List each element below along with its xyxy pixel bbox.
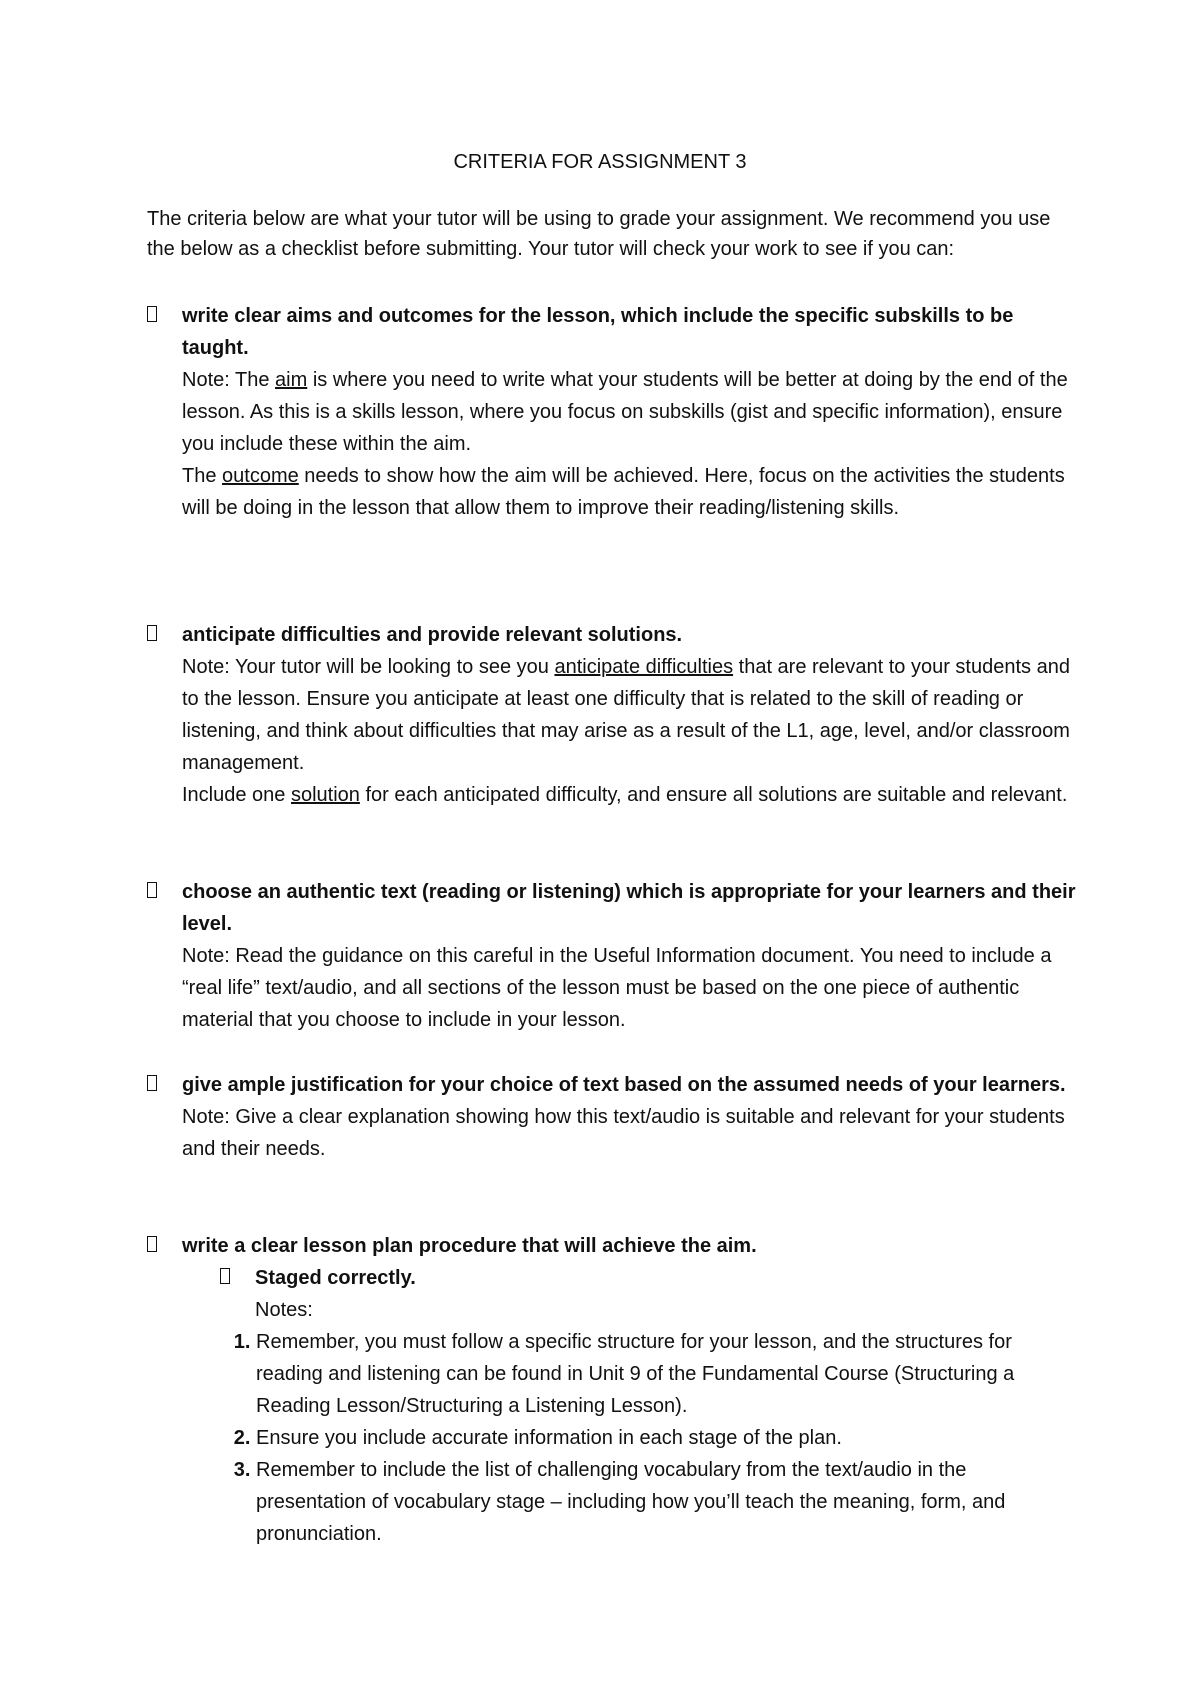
criterion-note: Note: Your tutor will be looking to see you anticipate difficulties that are relevant to your students and to the lesson. Ensure you anticipate at least one difficulty that is related to the skill of reading or listening, and think about difficulties that may arise as a result of the L1, age, level, and/or classroom management. (182, 656, 1070, 774)
list-item: 2. Ensure you include accurate information in each stage of the plan. (256, 1422, 1050, 1454)
criterion-heading: write a clear lesson plan procedure that will achieve the aim. (182, 1235, 757, 1257)
criterion-justification (147, 1069, 1077, 1165)
sub-criterion-heading: Staged correctly. (255, 1267, 416, 1289)
list-item: 3. Remember to include the list of challenging vocabulary from the text/audio in the presentation of vocabulary stage – including how you’ll teach the meaning, form, and pronunciation. (256, 1454, 1050, 1550)
criterion-aims (147, 300, 1077, 524)
checkbox-icon (220, 1268, 230, 1284)
criterion-note: Note: Give a clear explanation showing how this text/audio is suitable and relevant for your students and their needs. (182, 1106, 1065, 1160)
criterion-heading: give ample justification for your choice of text based on the assumed needs of your learners. (182, 1074, 1066, 1096)
checkbox-icon (147, 1075, 157, 1091)
criterion-heading: write clear aims and outcomes for the lesson, which include the specific subskills to be taught. (182, 305, 1014, 359)
criterion-difficulties (147, 619, 1077, 811)
notes-list (220, 1326, 1050, 1550)
checkbox-icon (147, 306, 157, 322)
criterion-lesson-plan (147, 1230, 1077, 1550)
notes-label: Notes: (255, 1299, 313, 1321)
list-item: 1. Remember, you must follow a specific structure for your lesson, and the structures for reading and listening can be found in Unit 9 of the Fundamental Course (Structuring a Reading Lesson/Structuring a Listening Lesson). (256, 1326, 1050, 1422)
criterion-heading: anticipate difficulties and provide relevant solutions. (182, 624, 683, 646)
checkbox-icon (147, 1236, 157, 1252)
criterion-heading: choose an authentic text (reading or listening) which is appropriate for your learners and their level. (182, 881, 1076, 935)
criterion-note: The outcome needs to show how the aim will be achieved. Here, focus on the activities the students will be doing in the lesson that allow them to improve their reading/listening skills. (182, 465, 1065, 519)
page-title: CRITERIA FOR ASSIGNMENT 3 (453, 151, 747, 173)
checkbox-icon (147, 625, 157, 641)
criterion-authentic-text (147, 876, 1077, 1036)
criterion-note: Note: Read the guidance on this careful in the Useful Information document. You need to include a “real life” text/audio, and all sections of the lesson must be based on the one piece of authentic material that you choose to include in your lesson. (182, 945, 1052, 1031)
sub-criterion-staged (220, 1262, 1050, 1550)
intro-paragraph: The criteria below are what your tutor will be using to grade your assignment. We recommend you use the below as a checklist before submitting. Your tutor will check your work to see if you can: (147, 208, 1051, 260)
criterion-note: Note: The aim is where you need to write what your students will be better at doing by the end of the lesson. As this is a skills lesson, where you focus on subskills (gist and specific information), ensure you include these within the aim. (182, 369, 1068, 455)
criterion-note: Include one solution for each anticipated difficulty, and ensure all solutions are suitable and relevant. (182, 784, 1068, 806)
checkbox-icon (147, 882, 157, 898)
